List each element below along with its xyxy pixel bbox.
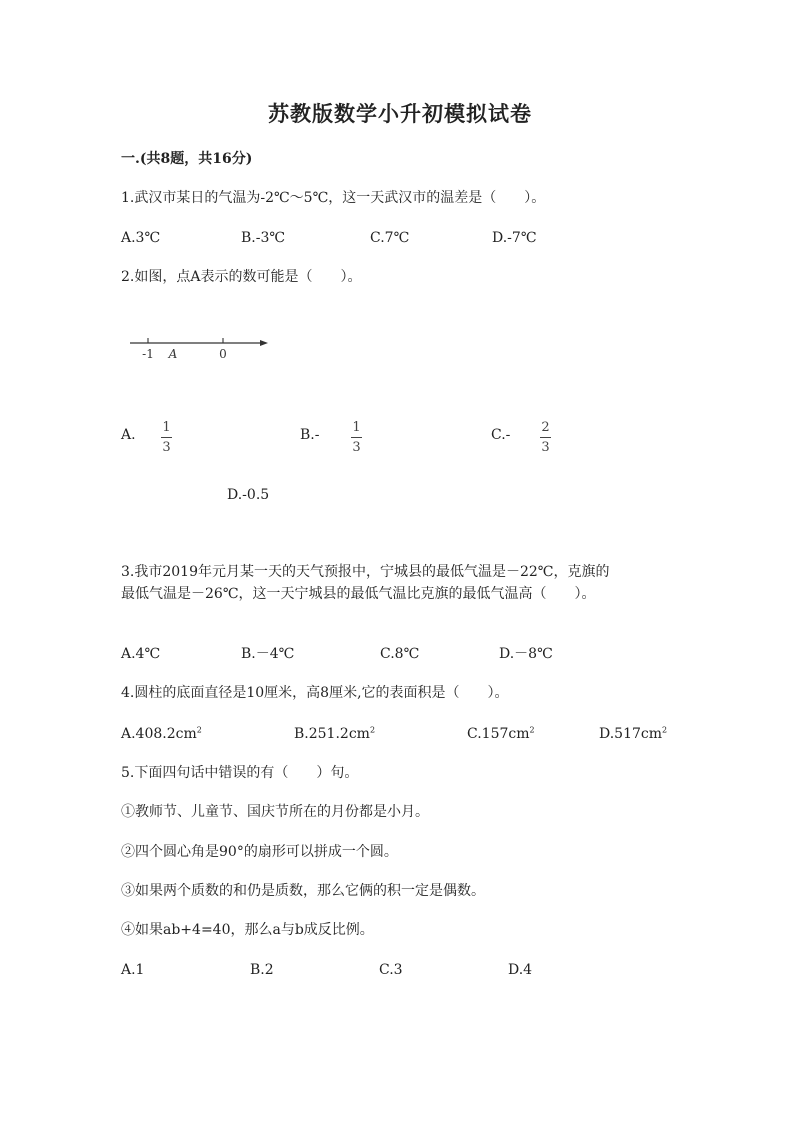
fraction-numerator: 1 (162, 420, 171, 435)
q4-option-a[interactable] (121, 727, 202, 741)
unit-superscript: 2 (662, 725, 668, 735)
q2-option-a-fraction (161, 421, 172, 454)
q2-option-b-prefix: B.- (300, 427, 320, 443)
page-title: 苏教版数学小升初模拟试卷 (268, 101, 532, 126)
q2-option-c[interactable] (491, 428, 510, 442)
q2-option-a[interactable] (121, 428, 136, 442)
section-header: 一.(共8题，共16分) (121, 151, 253, 167)
fraction-numerator: 1 (352, 420, 361, 435)
q1-option-c[interactable]: C.7℃ (370, 230, 410, 246)
q3-option-d[interactable]: D.－8℃ (499, 646, 553, 662)
question-3-stem-line-2: 最低气温是－26℃，这一天宁城县的最低气温比克旗的最低气温高（ ）。 (121, 586, 596, 602)
number-line-arrow (260, 340, 268, 346)
q3-option-c[interactable]: C.8℃ (380, 646, 420, 662)
number-line-figure (126, 330, 276, 364)
q4-option-c[interactable] (467, 727, 535, 741)
q3-option-a[interactable]: A.4℃ (121, 646, 161, 662)
fraction-numerator: 2 (541, 420, 550, 435)
q1-option-d[interactable]: D.-7℃ (492, 230, 537, 246)
q4-option-b-text: B.251.2cm (294, 726, 370, 742)
q4-option-d[interactable] (599, 727, 667, 741)
q5-option-d[interactable]: D.4 (508, 962, 533, 978)
unit-superscript: 2 (529, 725, 535, 735)
q2-option-b-fraction (351, 421, 362, 454)
label-minus-one: -1 (142, 347, 154, 361)
q5-option-c[interactable]: C.3 (379, 962, 403, 978)
q2-option-c-prefix: C.- (491, 427, 511, 443)
fraction-denominator: 3 (541, 440, 550, 455)
q5-statement-3: ③如果两个质数的和仍是质数，那么它俩的积一定是偶数。 (121, 883, 485, 899)
q1-option-b[interactable]: B.-3℃ (241, 230, 286, 246)
q4-option-a-text: A.408.2cm (121, 726, 197, 742)
q1-option-a[interactable]: A.3℃ (121, 230, 161, 246)
q2-option-c-fraction (540, 421, 551, 454)
q3-option-b[interactable]: B.－4℃ (241, 646, 295, 662)
q2-option-b[interactable] (300, 428, 319, 442)
fraction-bar (351, 437, 362, 438)
question-5-stem: 5.下面四句话中错误的有（ ）句。 (121, 765, 359, 781)
q2-option-d[interactable]: D.-0.5 (227, 487, 270, 503)
q4-option-b[interactable] (294, 727, 375, 741)
q4-option-d-text: D.517cm (599, 726, 663, 742)
q5-option-b[interactable]: B.2 (250, 962, 274, 978)
question-1-stem: 1.武汉市某日的气温为-2℃～5℃，这一天武汉市的温差是（ ）。 (121, 190, 546, 206)
unit-superscript: 2 (369, 725, 376, 735)
q5-statement-4: ④如果ab+4=40，那么a与b成反比例。 (121, 922, 374, 938)
fraction-bar (540, 437, 551, 438)
q5-statement-1: ①教师节、儿童节、国庆节所在的月份都是小月。 (121, 804, 429, 820)
q4-option-c-text: C.157cm (467, 726, 530, 742)
question-2-stem: 2.如图，点A表示的数可能是（ ）。 (121, 269, 362, 285)
q5-option-a[interactable]: A.1 (121, 962, 145, 978)
question-3-stem-line-1: 3.我市2019年元月某一天的天气预报中，宁城县的最低气温是－22℃，克旗的 (121, 564, 610, 580)
q2-option-a-prefix: A. (121, 427, 136, 443)
fraction-denominator: 3 (352, 440, 361, 455)
label-zero: 0 (219, 347, 227, 361)
q5-statement-2: ②四个圆心角是90°的扇形可以拼成一个圆。 (121, 844, 398, 860)
question-4-stem: 4.圆柱的底面直径是10厘米，高8厘米,它的表面积是（ ）。 (121, 685, 509, 701)
fraction-bar (161, 437, 172, 438)
fraction-denominator: 3 (162, 440, 171, 455)
label-point-a: A (168, 347, 178, 361)
unit-superscript: 2 (196, 725, 202, 735)
